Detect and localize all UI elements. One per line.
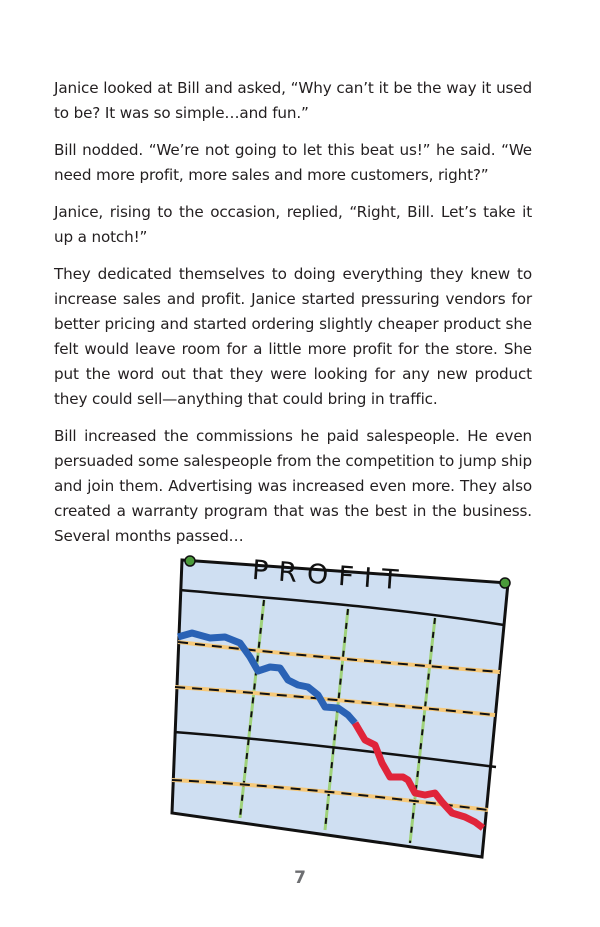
page-number: 7: [294, 868, 306, 888]
paragraph: Bill increased the commissions he paid salespeople. He even persuaded some salespeople from the competition to jump ship and join them. Advertising was increased even more. They also created a warranty program that was the best in the business. Several months passed…: [54, 427, 532, 545]
profit-chart-drawing: [170, 545, 530, 865]
body-text: [54, 76, 532, 561]
paragraph: Janice looked at Bill and asked, “Why can’t it be the way it used to be? It was so simple…and fun.”: [54, 79, 532, 122]
chart-title: PROFIT: [251, 554, 410, 597]
profit-chart-illustration: [170, 545, 530, 865]
paragraph: Bill nodded. “We’re not going to let this beat us!” he said. “We need more profit, more sales and more customers, right?”: [54, 141, 532, 184]
paragraph: They dedicated themselves to doing everything they knew to increase sales and profit. Janice started pressuring vendors for better pricing and started ordering slightly cheaper product she felt would leave room for a little more profit for the store. She put the word out that they were looking for any new product they could sell—anything that could bring in traffic.: [54, 265, 532, 408]
paragraph: Janice, rising to the occasion, replied, “Right, Bill. Let’s take it up a notch!”: [54, 203, 532, 246]
pushpin-icon: [185, 556, 195, 566]
pushpin-icon: [500, 578, 510, 588]
